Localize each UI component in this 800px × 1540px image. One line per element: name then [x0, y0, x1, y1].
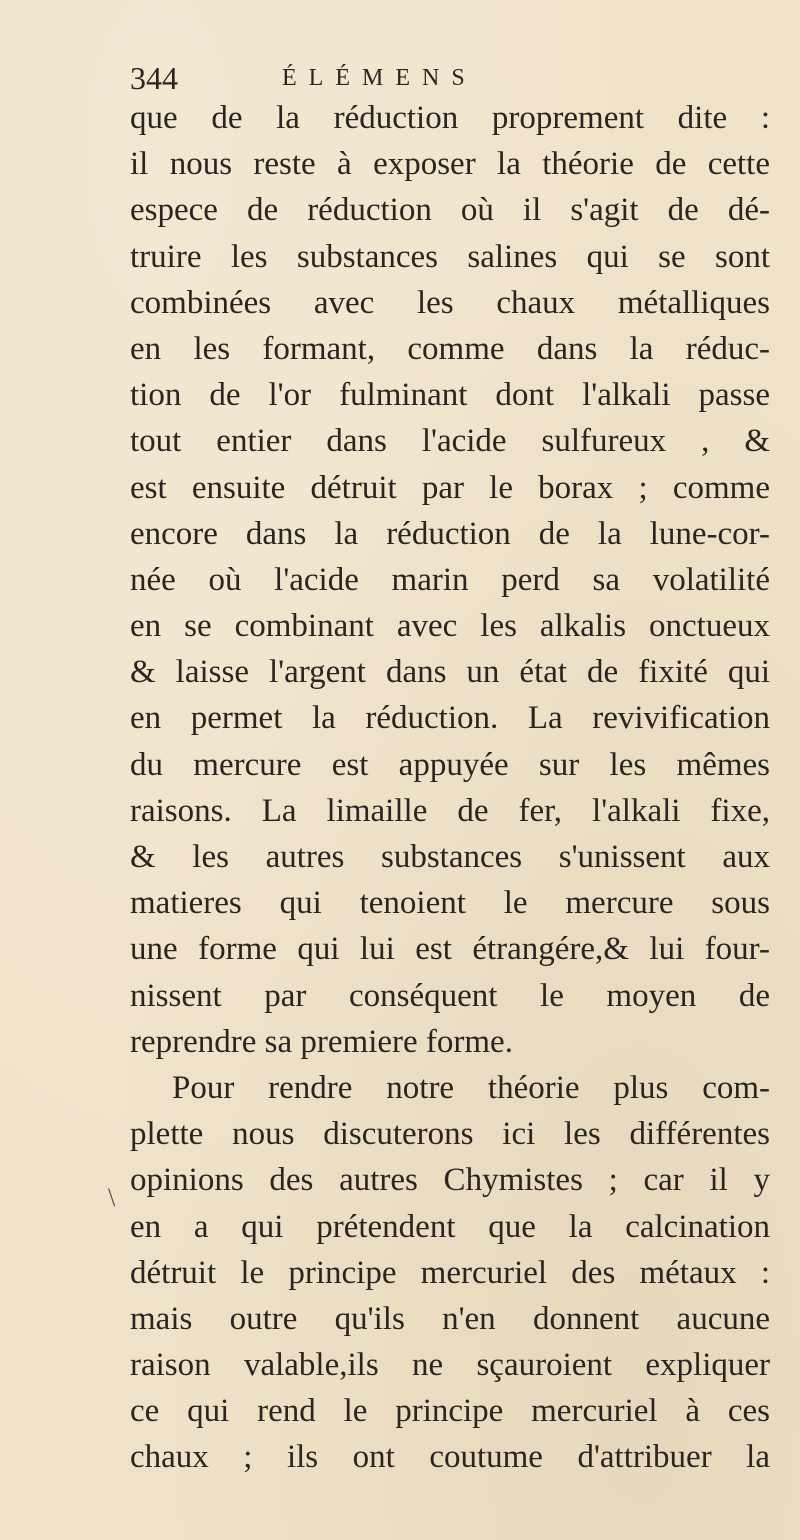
paragraph-start-line: Pour rendre notre théorie plus com- [172, 1069, 770, 1106]
text-line: en permet la réduction. La revivification [130, 700, 770, 737]
text-line: tout entier dans l'acide sulfureux , & [130, 423, 770, 460]
margin-mark: \ [108, 1183, 116, 1212]
text-line: raison valable,ils ne sçauroient expliquer [130, 1347, 770, 1384]
running-head [130, 58, 690, 98]
text-line: est ensuite détruit par le borax ; comme [130, 469, 770, 506]
text-line: matieres qui tenoient le mercure sous [130, 885, 770, 922]
paragraph-end-line: reprendre sa premiere forme. [130, 1023, 513, 1060]
text-line: tion de l'or fulminant dont l'alkali passe [130, 377, 770, 414]
text-line: & laisse l'argent dans un état de fixité qui [130, 654, 770, 691]
running-title: ÉLÉMENS [282, 65, 477, 91]
text-line: une forme qui lui est étrangére,& lui four- [130, 931, 770, 968]
text-line: chaux ; ils ont coutume d'attribuer la [130, 1439, 770, 1476]
text-line: combinées avec les chaux métalliques [130, 284, 770, 321]
text-line: en a qui prétendent que la calcination [130, 1208, 770, 1245]
text-line: que de la réduction proprement dite : [130, 100, 770, 136]
text-line: raisons. La limaille de fer, l'alkali fixe, [130, 792, 770, 829]
body-text [130, 95, 770, 1481]
text-line: détruit le principe mercuriel des métaux : [130, 1254, 770, 1291]
text-line: il nous reste à exposer la théorie de cette [130, 146, 770, 183]
text-line: en les formant, comme dans la réduc- [130, 330, 770, 367]
text-line: encore dans la réduction de la lune-cor- [130, 515, 770, 552]
text-line: nissent par conséquent le moyen de [130, 977, 770, 1014]
text-line: plette nous discuterons ici les différentes [130, 1116, 770, 1153]
text-line: née où l'acide marin perd sa volatilité [130, 561, 770, 598]
text-line: espece de réduction où il s'agit de dé- [130, 192, 770, 229]
text-line: ce qui rend le principe mercuriel à ces [130, 1393, 770, 1430]
text-line: & les autres substances s'unissent aux [130, 839, 770, 875]
text-line: opinions des autres Chymistes ; car il y [130, 1162, 770, 1199]
text-line: en se combinant avec les alkalis onctueux [130, 608, 770, 645]
page-number: 344 [130, 60, 178, 96]
text-line: du mercure est appuyée sur les mêmes [130, 746, 770, 783]
text-line: mais outre qu'ils n'en donnent aucune [130, 1300, 770, 1337]
text-line: truire les substances salines qui se sont [130, 238, 770, 275]
